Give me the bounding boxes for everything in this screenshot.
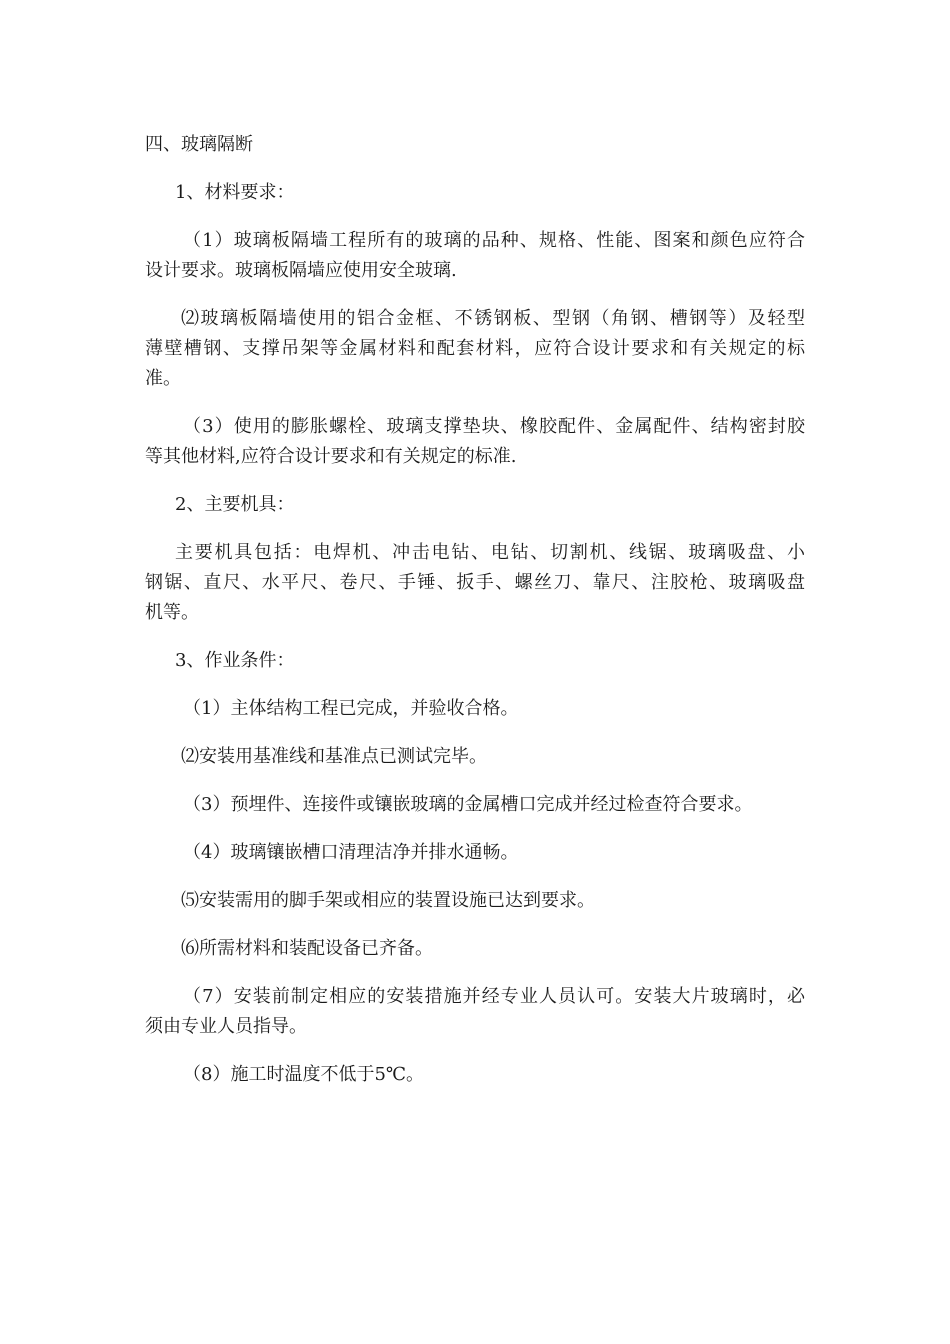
materials-item-2 bbox=[145, 304, 805, 394]
condition-item-1: （1）主体结构工程已完成，并验收合格。 bbox=[183, 698, 519, 719]
materials-title: 1、材料要求： bbox=[175, 182, 295, 203]
condition-item-8: （8）施工时温度不低于5℃。 bbox=[183, 1064, 425, 1085]
tools-paragraph bbox=[145, 538, 805, 628]
section-heading: 四、玻璃隔断 bbox=[145, 134, 253, 155]
text-line: （3）使用的膨胀螺栓、玻璃支撑垫块、橡胶配件、金属配件、结构密封胶 bbox=[183, 416, 805, 437]
text-line: 薄壁槽钢、支撑吊架等金属材料和配套材料，应符合设计要求和有关规定的标 bbox=[145, 338, 805, 359]
condition-item-6: ⑹所需材料和装配设备已齐备。 bbox=[181, 938, 433, 959]
text-line: 须由专业人员指导。 bbox=[145, 1016, 307, 1037]
condition-item-5: ⑸安装需用的脚手架或相应的装置设施已达到要求。 bbox=[181, 890, 595, 911]
text-line: （7）安装前制定相应的安装措施并经专业人员认可。安装大片玻璃时，必 bbox=[183, 986, 805, 1007]
materials-item-1 bbox=[145, 226, 805, 286]
document-body bbox=[145, 130, 805, 1108]
text-line: 设计要求。玻璃板隔墙应使用安全玻璃. bbox=[145, 260, 457, 281]
conditions-title: 3、作业条件： bbox=[175, 650, 295, 671]
condition-item-7 bbox=[145, 982, 805, 1042]
text-line: 等其他材料,应符合设计要求和有关规定的标准. bbox=[145, 446, 517, 467]
text-line: 准。 bbox=[145, 368, 181, 389]
text-line: 钢锯、直尺、水平尺、卷尺、手锤、扳手、螺丝刀、靠尺、注胶枪、玻璃吸盘 bbox=[145, 572, 805, 593]
text-line: （1）玻璃板隔墙工程所有的玻璃的品种、规格、性能、图案和颜色应符合 bbox=[183, 230, 805, 251]
text-line: ⑵玻璃板隔墙使用的铝合金框、不锈钢板、型钢（角钢、槽钢等）及轻型 bbox=[181, 308, 805, 329]
condition-item-3: （3）预埋件、连接件或镶嵌玻璃的金属槽口完成并经过检查符合要求。 bbox=[183, 794, 753, 815]
text-line: 机等。 bbox=[145, 602, 199, 623]
materials-item-3 bbox=[145, 412, 805, 472]
condition-item-4: （4）玻璃镶嵌槽口清理洁净并排水通畅。 bbox=[183, 842, 519, 863]
tools-title: 2、主要机具： bbox=[175, 494, 295, 515]
condition-item-2: ⑵安装用基准线和基准点已测试完毕。 bbox=[181, 746, 487, 767]
text-line: 主要机具包括：电焊机、冲击电钻、电钻、切割机、线锯、玻璃吸盘、小 bbox=[175, 542, 805, 563]
